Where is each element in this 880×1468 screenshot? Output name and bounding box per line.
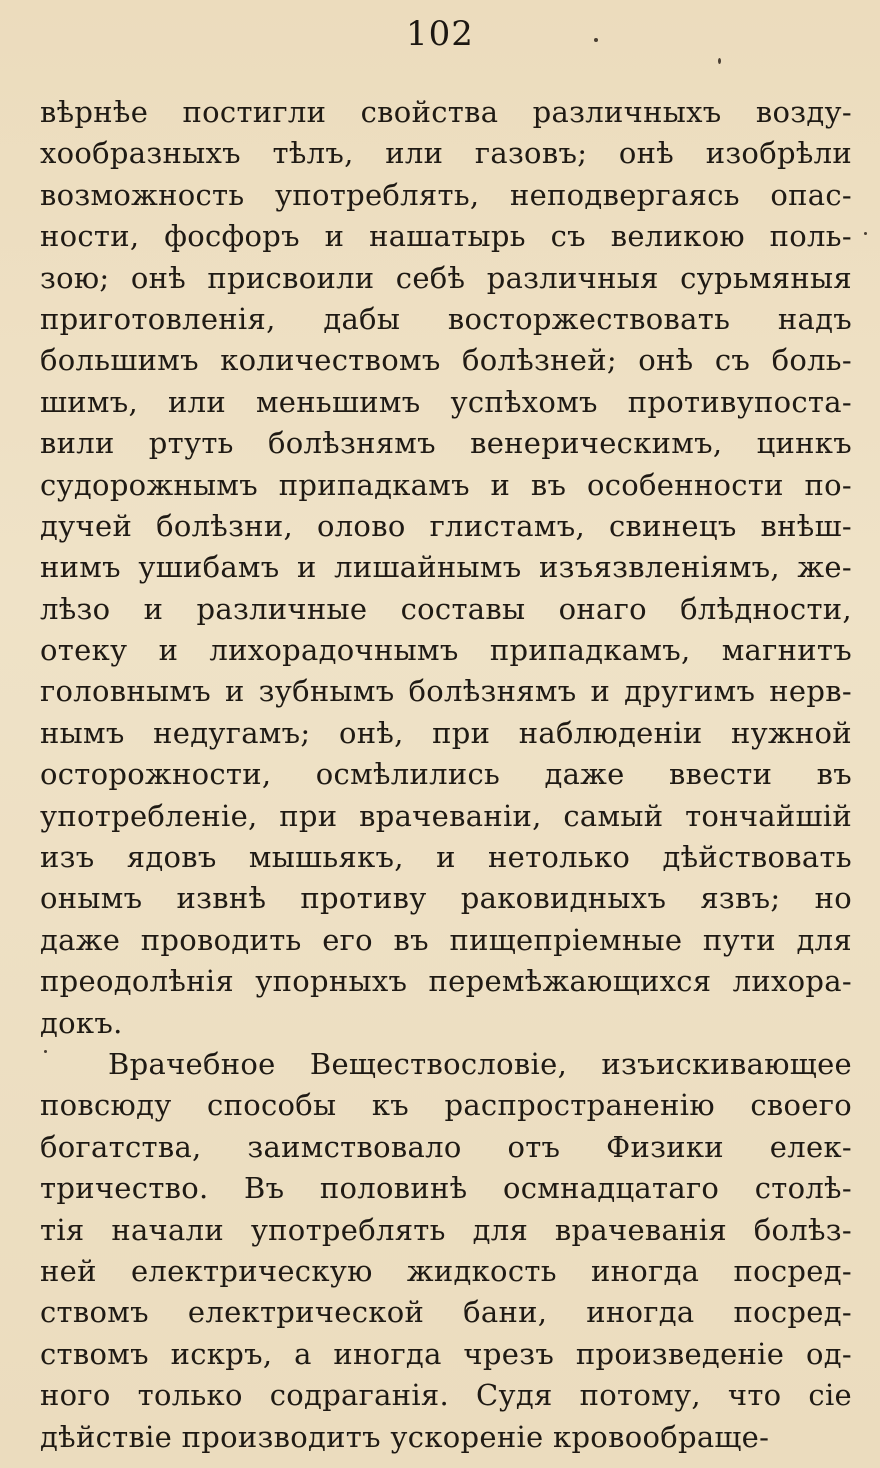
text-line: большимъ количествомъ болѣзней; онѣ съ боль- bbox=[40, 343, 852, 378]
text-line: приготовленія, дабы восторжествовать надъ bbox=[40, 301, 852, 336]
ink-speck bbox=[594, 38, 598, 42]
text-line: ней електрическую жидкость иногда посред- bbox=[40, 1253, 852, 1288]
page-number: 102 bbox=[406, 14, 474, 54]
body-text bbox=[40, 92, 852, 1458]
text-line: нимъ ушибамъ и лишайнымъ изъязвленіямъ, же- bbox=[40, 550, 852, 585]
text-line: ности, фосфоръ и нашатырь съ великою поль- bbox=[40, 219, 852, 254]
ink-speck bbox=[718, 58, 721, 64]
text-line: шимъ, или меньшимъ успѣхомъ противупоста- bbox=[40, 384, 852, 419]
text-line: даже проводить его въ пищепріемные пути для bbox=[40, 922, 852, 957]
text-line: онымъ извнѣ противу раковидныхъ язвъ; но bbox=[40, 881, 852, 916]
text-line: дучей болѣзни, олово глистамъ, свинецъ внѣш- bbox=[40, 508, 852, 543]
text-line: Врачебное Веществословіе, изъискивающее bbox=[108, 1046, 852, 1081]
text-line: богатства, заимствовало отъ Физики елек- bbox=[40, 1129, 852, 1164]
text-line: докъ. bbox=[40, 1005, 123, 1040]
text-line: головнымъ и зубнымъ болѣзнямъ и другимъ нерв- bbox=[40, 674, 852, 709]
text-line: ствомъ електрической бани, иногда посред- bbox=[40, 1295, 852, 1330]
paragraph-1 bbox=[40, 92, 852, 1044]
text-line: хообразныхъ тѣлъ, или газовъ; онѣ изобрѣли bbox=[40, 136, 852, 171]
ink-speck bbox=[864, 232, 867, 235]
text-line: тричество. Въ половинѣ осмнадцатаго столѣ- bbox=[40, 1171, 852, 1206]
text-line: судорожнымъ припадкамъ и въ особенности по- bbox=[40, 467, 852, 502]
paragraph-2 bbox=[40, 1044, 852, 1458]
text-line: преодолѣнія упорныхъ перемѣжающихся лихора- bbox=[40, 964, 852, 999]
text-line: нымъ недугамъ; онѣ, при наблюденіи нужной bbox=[40, 715, 852, 750]
text-line: возможность употреблять, неподвергаясь опас- bbox=[40, 177, 852, 212]
text-line: изъ ядовъ мышьякъ, и нетолько дѣйствовать bbox=[40, 840, 852, 875]
text-line: тія начали употреблять для врачеванія болѣз- bbox=[40, 1212, 852, 1247]
text-line: лѣзо и различные составы онаго блѣдности, bbox=[40, 591, 852, 626]
text-line: дѣйствіе производитъ ускореніе кровообраще- bbox=[40, 1419, 770, 1454]
text-line: вѣрнѣе постигли свойства различныхъ возду- bbox=[40, 95, 852, 129]
text-line: ного только содраганія. Судя потому, что сіе bbox=[40, 1378, 852, 1413]
text-line: повсюду способы къ распространенію своего bbox=[40, 1088, 852, 1123]
text-line: употребленіе, при врачеваніи, самый тончайшій bbox=[40, 798, 852, 833]
text-line: вили ртуть болѣзнямъ венерическимъ, цинкъ bbox=[40, 426, 852, 461]
text-line: осторожности, осмѣлились даже ввести въ bbox=[40, 757, 852, 792]
text-line: ствомъ искръ, а иногда чрезъ произведеніе од- bbox=[40, 1336, 852, 1371]
text-line: зою; онѣ присвоили себѣ различныя сурьмяныя bbox=[40, 260, 852, 295]
text-line: отеку и лихорадочнымъ припадкамъ, магнитъ bbox=[40, 633, 852, 668]
